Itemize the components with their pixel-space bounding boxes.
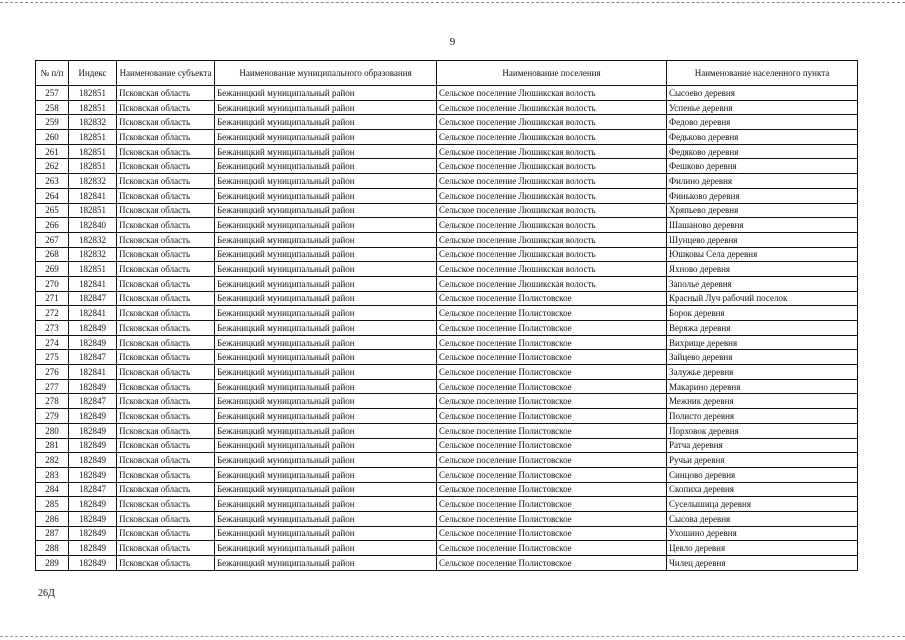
cell-index: 182851 [69, 130, 117, 145]
cell-number: 283 [36, 467, 69, 482]
cell-index: 182849 [69, 335, 117, 350]
header-locality: Наименование населенного пункта [667, 61, 858, 86]
cell-municipality: Бежаницкий муниципальный район [215, 130, 437, 145]
cell-locality: Скопиха деревня [667, 482, 858, 497]
cell-index: 182849 [69, 409, 117, 424]
cell-number: 262 [36, 159, 69, 174]
cell-locality: Юшковы Села деревня [667, 247, 858, 262]
cell-index: 182841 [69, 276, 117, 291]
cell-number: 264 [36, 188, 69, 203]
cell-locality: Сысоево деревня [667, 86, 858, 101]
cell-subject: Псковская область [117, 379, 215, 394]
cell-settlement: Сельское поселение Полистовское [437, 453, 667, 468]
cell-settlement: Сельское поселение Люшикская волость [437, 247, 667, 262]
cell-subject: Псковская область [117, 497, 215, 512]
cell-subject: Псковская область [117, 174, 215, 189]
cell-number: 269 [36, 262, 69, 277]
cell-locality: Ратча деревня [667, 438, 858, 453]
table-row [36, 438, 858, 453]
cell-number: 278 [36, 394, 69, 409]
cell-settlement: Сельское поселение Люшикская волость [437, 115, 667, 130]
cell-subject: Псковская область [117, 482, 215, 497]
cell-settlement: Сельское поселение Люшикская волость [437, 276, 667, 291]
cell-settlement: Сельское поселение Полистовское [437, 394, 667, 409]
cell-number: 266 [36, 218, 69, 233]
cell-subject: Псковская область [117, 365, 215, 380]
cell-settlement: Сельское поселение Люшикская волость [437, 188, 667, 203]
cell-locality: Хряпьево деревня [667, 203, 858, 218]
cell-locality: Цевло деревня [667, 541, 858, 556]
cell-subject: Псковская область [117, 350, 215, 365]
cell-subject: Псковская область [117, 188, 215, 203]
cell-subject: Псковская область [117, 541, 215, 556]
cell-number: 260 [36, 130, 69, 145]
cell-subject: Псковская область [117, 511, 215, 526]
table-row [36, 526, 858, 541]
cell-locality: Федово деревня [667, 115, 858, 130]
cell-settlement: Сельское поселение Полистовское [437, 423, 667, 438]
header-index: Индекс [69, 61, 117, 86]
cell-subject: Псковская область [117, 262, 215, 277]
cell-municipality: Бежаницкий муниципальный район [215, 262, 437, 277]
cell-settlement: Сельское поселение Полистовское [437, 379, 667, 394]
cell-number: 267 [36, 232, 69, 247]
cell-municipality: Бежаницкий муниципальный район [215, 526, 437, 541]
cell-settlement: Сельское поселение Люшикская волость [437, 159, 667, 174]
table-row [36, 247, 858, 262]
table-row [36, 497, 858, 512]
cell-subject: Псковская область [117, 203, 215, 218]
cell-number: 276 [36, 365, 69, 380]
footer-code: 26Д [38, 588, 55, 599]
cell-municipality: Бежаницкий муниципальный район [215, 144, 437, 159]
header-subject: Наименование субъекта [117, 61, 215, 86]
table-row [36, 276, 858, 291]
cell-locality: Шунцево деревня [667, 232, 858, 247]
cell-locality: Заполье деревня [667, 276, 858, 291]
cell-municipality: Бежаницкий муниципальный район [215, 247, 437, 262]
cell-index: 182849 [69, 511, 117, 526]
table-row [36, 365, 858, 380]
table-row [36, 130, 858, 145]
cell-index: 182849 [69, 321, 117, 336]
cell-settlement: Сельское поселение Люшикская волость [437, 100, 667, 115]
cell-municipality: Бежаницкий муниципальный район [215, 159, 437, 174]
cell-municipality: Бежаницкий муниципальный район [215, 482, 437, 497]
cell-municipality: Бежаницкий муниципальный район [215, 100, 437, 115]
cell-index: 182840 [69, 218, 117, 233]
table-row [36, 394, 858, 409]
cell-settlement: Сельское поселение Полистовское [437, 482, 667, 497]
cell-index: 182832 [69, 247, 117, 262]
cell-locality: Федьково деревня [667, 130, 858, 145]
cell-number: 286 [36, 511, 69, 526]
table-row [36, 203, 858, 218]
cell-number: 282 [36, 453, 69, 468]
cell-index: 182849 [69, 541, 117, 556]
table-header [36, 61, 858, 86]
cell-number: 265 [36, 203, 69, 218]
cell-locality: Успенье деревня [667, 100, 858, 115]
cell-number: 268 [36, 247, 69, 262]
cell-municipality: Бежаницкий муниципальный район [215, 276, 437, 291]
cell-municipality: Бежаницкий муниципальный район [215, 306, 437, 321]
cell-municipality: Бежаницкий муниципальный район [215, 174, 437, 189]
cell-settlement: Сельское поселение Люшикская волость [437, 203, 667, 218]
table-row [36, 467, 858, 482]
cell-locality: Филино деревня [667, 174, 858, 189]
cell-index: 182849 [69, 497, 117, 512]
cell-municipality: Бежаницкий муниципальный район [215, 203, 437, 218]
cell-index: 182847 [69, 394, 117, 409]
settlements-table [35, 60, 858, 571]
table-row [36, 144, 858, 159]
cell-number: 285 [36, 497, 69, 512]
cell-index: 182849 [69, 379, 117, 394]
cell-subject: Псковская область [117, 335, 215, 350]
cell-municipality: Бежаницкий муниципальный район [215, 511, 437, 526]
cell-number: 274 [36, 335, 69, 350]
cell-index: 182841 [69, 306, 117, 321]
cell-index: 182841 [69, 188, 117, 203]
cell-index: 182849 [69, 453, 117, 468]
cell-index: 182849 [69, 526, 117, 541]
cell-number: 263 [36, 174, 69, 189]
cell-index: 182851 [69, 159, 117, 174]
table-row [36, 556, 858, 571]
cell-index: 182847 [69, 350, 117, 365]
table-row [36, 86, 858, 101]
cell-subject: Псковская область [117, 526, 215, 541]
cell-locality: Шашаново деревня [667, 218, 858, 233]
table-row [36, 379, 858, 394]
cell-subject: Псковская область [117, 409, 215, 424]
cell-municipality: Бежаницкий муниципальный район [215, 453, 437, 468]
table-row [36, 174, 858, 189]
cell-index: 182849 [69, 438, 117, 453]
cell-municipality: Бежаницкий муниципальный район [215, 321, 437, 336]
cell-index: 182849 [69, 556, 117, 571]
cell-subject: Псковская область [117, 232, 215, 247]
cell-locality: Финьково деревня [667, 188, 858, 203]
cell-subject: Псковская область [117, 306, 215, 321]
cell-index: 182847 [69, 482, 117, 497]
cell-municipality: Бежаницкий муниципальный район [215, 350, 437, 365]
cell-locality: Веряжа деревня [667, 321, 858, 336]
cell-municipality: Бежаницкий муниципальный район [215, 394, 437, 409]
header-row [36, 61, 858, 86]
cell-index: 182841 [69, 365, 117, 380]
cell-number: 281 [36, 438, 69, 453]
cell-municipality: Бежаницкий муниципальный район [215, 365, 437, 380]
cell-settlement: Сельское поселение Полистовское [437, 467, 667, 482]
cell-settlement: Сельское поселение Полистовское [437, 526, 667, 541]
cell-index: 182851 [69, 203, 117, 218]
cell-settlement: Сельское поселение Полистовское [437, 541, 667, 556]
cell-locality: Суселышица деревня [667, 497, 858, 512]
cell-subject: Псковская область [117, 159, 215, 174]
cell-municipality: Бежаницкий муниципальный район [215, 467, 437, 482]
cell-locality: Фешково деревня [667, 159, 858, 174]
cell-number: 257 [36, 86, 69, 101]
scan-edge-top [0, 2, 905, 3]
cell-settlement: Сельское поселение Полистовское [437, 511, 667, 526]
cell-locality: Залужье деревня [667, 365, 858, 380]
cell-subject: Псковская область [117, 247, 215, 262]
cell-locality: Федяково деревня [667, 144, 858, 159]
cell-subject: Псковская область [117, 438, 215, 453]
cell-locality: Чилец деревня [667, 556, 858, 571]
cell-index: 182851 [69, 86, 117, 101]
cell-settlement: Сельское поселение Полистовское [437, 365, 667, 380]
cell-subject: Псковская область [117, 453, 215, 468]
cell-municipality: Бежаницкий муниципальный район [215, 188, 437, 203]
cell-municipality: Бежаницкий муниципальный район [215, 409, 437, 424]
cell-index: 182851 [69, 262, 117, 277]
table-row [36, 218, 858, 233]
cell-subject: Псковская область [117, 394, 215, 409]
cell-number: 277 [36, 379, 69, 394]
cell-settlement: Сельское поселение Люшикская волость [437, 232, 667, 247]
cell-municipality: Бежаницкий муниципальный район [215, 86, 437, 101]
table-row [36, 541, 858, 556]
cell-subject: Псковская область [117, 423, 215, 438]
table-row [36, 262, 858, 277]
cell-subject: Псковская область [117, 467, 215, 482]
cell-settlement: Сельское поселение Полистовское [437, 321, 667, 336]
cell-locality: Макарино деревня [667, 379, 858, 394]
table-row [36, 511, 858, 526]
cell-settlement: Сельское поселение Люшикская волость [437, 218, 667, 233]
cell-settlement: Сельское поселение Люшикская волость [437, 262, 667, 277]
cell-municipality: Бежаницкий муниципальный район [215, 291, 437, 306]
table-row [36, 100, 858, 115]
cell-number: 259 [36, 115, 69, 130]
table-row [36, 423, 858, 438]
table-row [36, 232, 858, 247]
cell-locality: Порховок деревня [667, 423, 858, 438]
cell-subject: Псковская область [117, 556, 215, 571]
cell-municipality: Бежаницкий муниципальный район [215, 335, 437, 350]
table-row [36, 350, 858, 365]
scan-edge-bottom [0, 636, 905, 637]
cell-index: 182847 [69, 291, 117, 306]
cell-settlement: Сельское поселение Полистовское [437, 556, 667, 571]
cell-index: 182849 [69, 423, 117, 438]
cell-number: 284 [36, 482, 69, 497]
cell-subject: Псковская область [117, 218, 215, 233]
table-row [36, 321, 858, 336]
cell-settlement: Сельское поселение Люшикская волость [437, 130, 667, 145]
cell-subject: Псковская область [117, 321, 215, 336]
cell-municipality: Бежаницкий муниципальный район [215, 556, 437, 571]
cell-index: 182851 [69, 144, 117, 159]
cell-municipality: Бежаницкий муниципальный район [215, 232, 437, 247]
cell-municipality: Бежаницкий муниципальный район [215, 423, 437, 438]
cell-subject: Псковская область [117, 130, 215, 145]
cell-locality: Яхново деревня [667, 262, 858, 277]
cell-subject: Псковская область [117, 115, 215, 130]
cell-settlement: Сельское поселение Полистовское [437, 291, 667, 306]
cell-locality: Ухошино деревня [667, 526, 858, 541]
cell-number: 288 [36, 541, 69, 556]
cell-municipality: Бежаницкий муниципальный район [215, 115, 437, 130]
cell-subject: Псковская область [117, 276, 215, 291]
cell-number: 275 [36, 350, 69, 365]
cell-number: 289 [36, 556, 69, 571]
cell-locality: Ручьи деревня [667, 453, 858, 468]
cell-municipality: Бежаницкий муниципальный район [215, 497, 437, 512]
table-row [36, 409, 858, 424]
cell-municipality: Бежаницкий муниципальный район [215, 541, 437, 556]
table-row [36, 291, 858, 306]
cell-index: 182851 [69, 100, 117, 115]
cell-settlement: Сельское поселение Полистовское [437, 306, 667, 321]
header-municipality: Наименование муниципального образования [215, 61, 437, 86]
cell-number: 258 [36, 100, 69, 115]
page-number: 9 [449, 36, 456, 48]
cell-locality: Межник деревня [667, 394, 858, 409]
cell-subject: Псковская область [117, 86, 215, 101]
cell-number: 280 [36, 423, 69, 438]
header-settlement: Наименование поселения [437, 61, 667, 86]
cell-settlement: Сельское поселение Полистовское [437, 409, 667, 424]
table-row [36, 159, 858, 174]
table-row [36, 453, 858, 468]
cell-settlement: Сельское поселение Полистовское [437, 350, 667, 365]
cell-subject: Псковская область [117, 100, 215, 115]
cell-number: 273 [36, 321, 69, 336]
table-row [36, 335, 858, 350]
cell-index: 182832 [69, 232, 117, 247]
cell-settlement: Сельское поселение Полистовское [437, 438, 667, 453]
cell-locality: Борок деревня [667, 306, 858, 321]
cell-settlement: Сельское поселение Полистовское [437, 335, 667, 350]
cell-locality: Вихрище деревня [667, 335, 858, 350]
cell-locality: Сысова деревня [667, 511, 858, 526]
cell-settlement: Сельское поселение Полистовское [437, 497, 667, 512]
table-row [36, 188, 858, 203]
cell-number: 271 [36, 291, 69, 306]
header-number: № п/п [36, 61, 69, 86]
cell-municipality: Бежаницкий муниципальный район [215, 218, 437, 233]
cell-number: 287 [36, 526, 69, 541]
cell-municipality: Бежаницкий муниципальный район [215, 438, 437, 453]
table-row [36, 306, 858, 321]
cell-settlement: Сельское поселение Люшикская волость [437, 174, 667, 189]
cell-number: 272 [36, 306, 69, 321]
cell-index: 182849 [69, 467, 117, 482]
cell-number: 270 [36, 276, 69, 291]
cell-number: 279 [36, 409, 69, 424]
table-row [36, 482, 858, 497]
cell-index: 182832 [69, 115, 117, 130]
cell-settlement: Сельское поселение Люшикская волость [437, 86, 667, 101]
cell-index: 182832 [69, 174, 117, 189]
table-body [36, 86, 858, 571]
cell-number: 261 [36, 144, 69, 159]
cell-subject: Псковская область [117, 144, 215, 159]
cell-municipality: Бежаницкий муниципальный район [215, 379, 437, 394]
table-row [36, 115, 858, 130]
cell-settlement: Сельское поселение Люшикская волость [437, 144, 667, 159]
cell-locality: Зайцево деревня [667, 350, 858, 365]
cell-locality: Синцово деревня [667, 467, 858, 482]
cell-locality: Красный Луч рабочий поселок [667, 291, 858, 306]
cell-subject: Псковская область [117, 291, 215, 306]
cell-locality: Полисто деревня [667, 409, 858, 424]
